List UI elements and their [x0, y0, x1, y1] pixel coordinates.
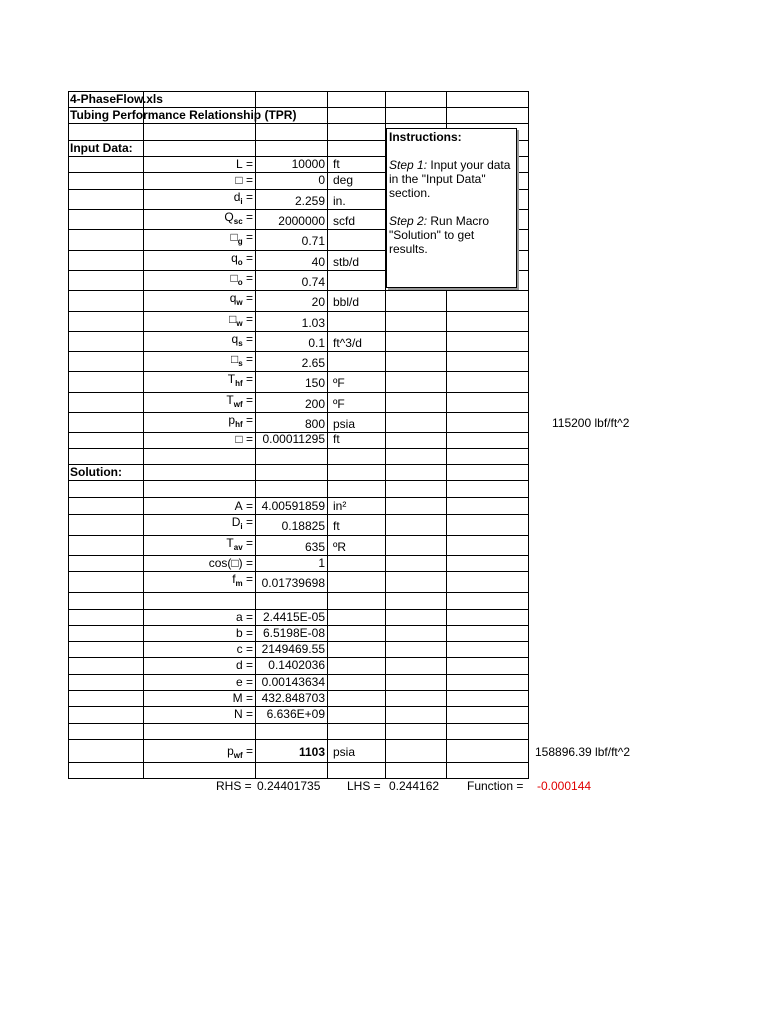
- sheet-title: Tubing Performance Relationship (TPR): [70, 108, 297, 122]
- solution-unit: in²: [333, 499, 347, 513]
- rhs-label: RHS =: [216, 779, 252, 793]
- grid-line: [68, 91, 69, 779]
- input-value[interactable]: 200: [304, 397, 325, 411]
- solution-label: e =: [235, 675, 253, 689]
- input-value[interactable]: 40: [311, 255, 325, 269]
- solution-label: M =: [232, 691, 253, 705]
- file-name: 4-PhaseFlow.xls: [70, 92, 163, 106]
- input-value[interactable]: 0.1: [308, 336, 325, 350]
- instructions-box: [386, 128, 517, 288]
- solution-label: $T_{av}$ =: [226, 536, 253, 552]
- solution-value[interactable]: 0.1402036: [268, 658, 325, 672]
- input-label: L =: [235, 157, 253, 171]
- input-value[interactable]: 150: [304, 376, 325, 390]
- input-value[interactable]: 0.74: [301, 275, 325, 289]
- phf-conversion: 115200 lbf/ft^2: [552, 416, 630, 430]
- solution-value[interactable]: 6.5198E-08: [262, 626, 325, 640]
- instructions-step1: Step 1: Input your data in the "Input Data" section.: [389, 158, 511, 200]
- input-value[interactable]: 2.259: [294, 194, 325, 208]
- input-label: $d_i$ =: [233, 190, 253, 206]
- input-label: □ =: [235, 173, 253, 187]
- input-label: $Q_{sc}$ =: [224, 210, 253, 226]
- pwf-unit: psia: [333, 745, 356, 759]
- rhs-value: 0.24401735: [257, 779, 321, 793]
- solution-unit: ºR: [333, 540, 347, 554]
- input-unit: ft: [333, 432, 340, 446]
- input-value[interactable]: 800: [304, 417, 325, 431]
- solution-value[interactable]: 6.636E+09: [266, 707, 325, 721]
- function-label: Function =: [467, 779, 524, 793]
- solution-value[interactable]: 2.4415E-05: [262, 610, 325, 624]
- solution-label: $f_m$ =: [232, 572, 253, 588]
- lhs-label: LHS =: [347, 779, 381, 793]
- solution-label: d =: [235, 658, 253, 672]
- input-unit: ºF: [333, 376, 345, 390]
- pwf-value[interactable]: 1103: [298, 745, 325, 759]
- input-unit: ft: [333, 157, 340, 171]
- input-data-heading: Input Data:: [70, 141, 133, 155]
- solution-label: a =: [235, 610, 253, 624]
- input-label: $q_o$ =: [231, 251, 253, 267]
- solution-label: b =: [235, 626, 253, 640]
- input-label: $□_s$ =: [230, 352, 253, 368]
- function-value: -0.000144: [537, 779, 592, 793]
- solution-label: A =: [234, 499, 253, 513]
- solution-value[interactable]: 635: [304, 540, 325, 554]
- instructions-step2: Step 2: Run Macro "Solution" to get results.: [389, 214, 490, 256]
- grid-line: [528, 91, 529, 779]
- solution-unit: ft: [333, 519, 340, 533]
- solution-label: c =: [236, 642, 253, 656]
- input-value[interactable]: 0: [318, 173, 325, 187]
- solution-label: N =: [233, 707, 253, 721]
- input-value[interactable]: 10000: [291, 157, 325, 171]
- pwf-label: $p_{wf}$ =: [227, 744, 253, 760]
- solution-value[interactable]: 0.18825: [281, 519, 325, 533]
- input-value[interactable]: 2.65: [301, 356, 325, 370]
- input-value[interactable]: 20: [311, 295, 325, 309]
- solution-heading: Solution:: [70, 465, 122, 479]
- solution-value[interactable]: 0.01739698: [261, 576, 325, 590]
- solution-label: $D_i$ =: [231, 515, 253, 531]
- input-label: $□_w$ =: [229, 312, 253, 328]
- pwf-conversion: 158896.39 lbf/ft^2: [535, 745, 631, 759]
- input-label: $□_o$ =: [230, 271, 253, 287]
- solution-value[interactable]: 432.848703: [261, 691, 325, 705]
- input-unit: psia: [333, 417, 356, 431]
- input-value[interactable]: 2000000: [278, 214, 325, 228]
- input-label: $T_{hf}$ =: [227, 372, 253, 388]
- input-value[interactable]: 0.71: [301, 234, 325, 248]
- instructions-title: Instructions:: [389, 130, 462, 144]
- input-unit: stb/d: [333, 255, 360, 269]
- input-unit: in.: [333, 194, 346, 208]
- input-label: $p_{hf}$ =: [228, 413, 253, 429]
- input-label: □ =: [235, 432, 253, 446]
- input-value[interactable]: 0.00011295: [262, 432, 325, 446]
- input-label: $q_s$ =: [231, 332, 253, 348]
- solution-value[interactable]: 2149469.55: [261, 642, 325, 656]
- grid-line: [327, 91, 328, 779]
- input-unit: ft^3/d: [333, 336, 362, 350]
- input-value[interactable]: 1.03: [301, 316, 325, 330]
- input-label: $q_w$ =: [229, 291, 253, 307]
- lhs-value: 0.244162: [389, 779, 440, 793]
- input-unit: scfd: [333, 214, 356, 228]
- solution-value[interactable]: 1: [318, 556, 325, 570]
- solution-value[interactable]: 4.00591859: [261, 499, 325, 513]
- input-label: $T_{wf}$ =: [226, 393, 253, 409]
- solution-label: cos(□) =: [208, 556, 253, 570]
- input-unit: bbl/d: [333, 295, 360, 309]
- solution-value[interactable]: 0.00143634: [261, 675, 325, 689]
- input-unit: deg: [333, 173, 354, 187]
- input-label: $□_g$ =: [230, 230, 253, 246]
- input-unit: ºF: [333, 397, 345, 411]
